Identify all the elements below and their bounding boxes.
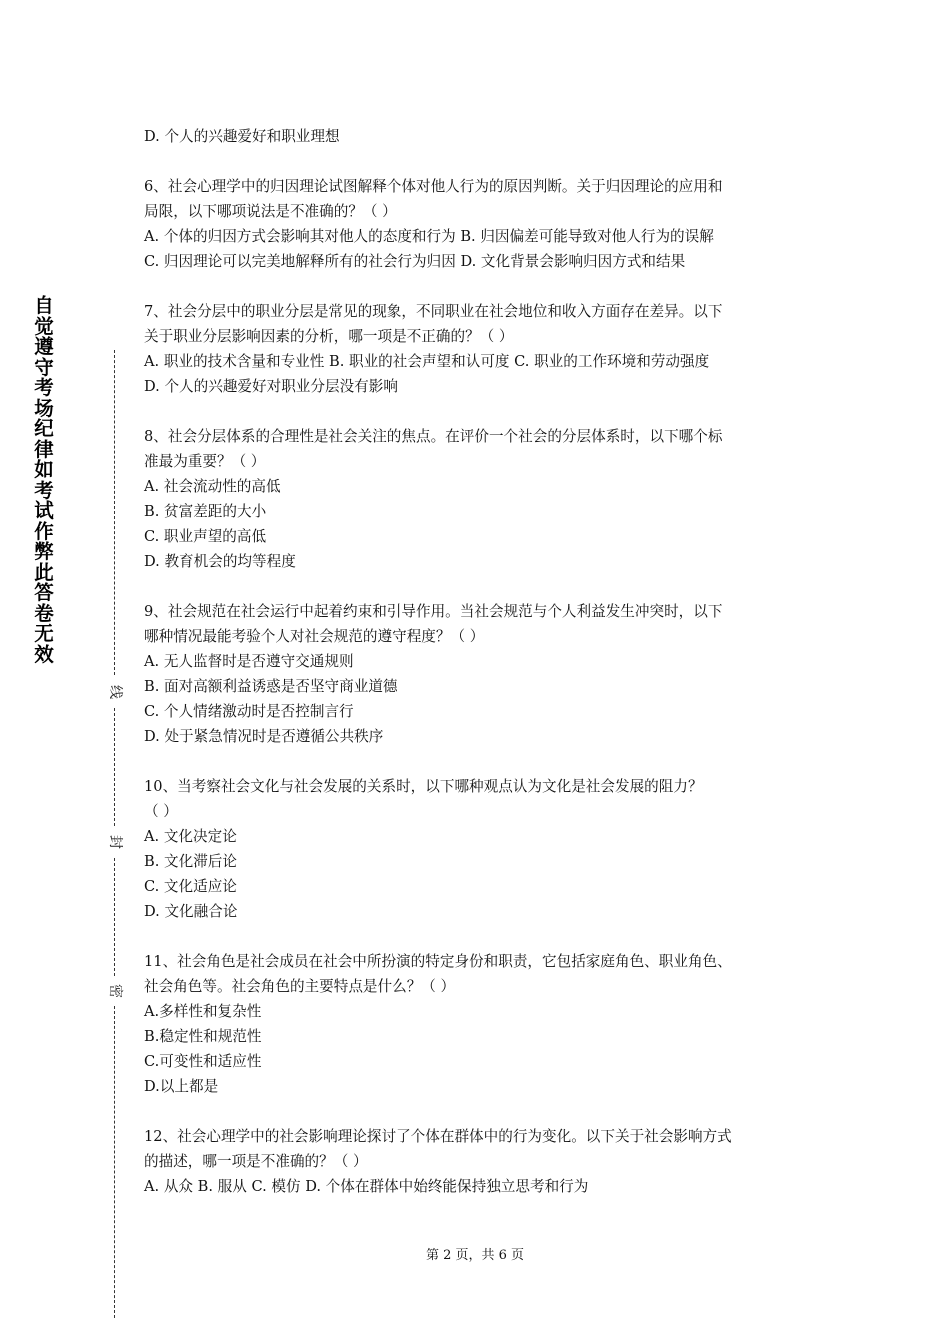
option-line: D.以上都是 bbox=[144, 1078, 219, 1095]
seal-label-secret: 密 bbox=[107, 984, 123, 998]
question-block bbox=[144, 424, 814, 574]
seal-warning-vertical: 自觉遵守考场纪律如考试作弊此答卷无效 bbox=[34, 294, 54, 666]
page-footer: 第 2 页，共 6 页 bbox=[425, 1248, 525, 1263]
option-line: C. 文化适应论 bbox=[144, 878, 237, 895]
question-stem-line: 7、社会分层中的职业分层是常见的现象，不同职业在社会地位和收入方面存在差异。以下 bbox=[144, 303, 723, 320]
question-block bbox=[144, 299, 814, 399]
question-stem-line: 关于职业分层影响因素的分析，哪一项是不正确的？（ ） bbox=[144, 328, 514, 345]
option-line: D. 文化融合论 bbox=[144, 903, 238, 920]
option-line: A. 职业的技术含量和专业性 B. 职业的社会声望和认可度 C. 职业的工作环境和劳动强度 bbox=[144, 353, 710, 370]
option-line: C. 归因理论可以完美地解释所有的社会行为归因 D. 文化背景会影响归因方式和结果 bbox=[144, 253, 686, 270]
binding-dashed-line-middle bbox=[114, 708, 115, 826]
seal-label-line: 线 bbox=[107, 685, 123, 699]
question-stem-line: 的描述，哪一项是不准确的？（ ） bbox=[144, 1153, 368, 1170]
question-block bbox=[144, 949, 814, 1099]
option-line: B. 面对高额利益诱惑是否坚守商业道德 bbox=[144, 678, 398, 695]
option-line: A. 文化决定论 bbox=[144, 828, 237, 845]
binding-dashed-line-upper bbox=[114, 350, 115, 675]
binding-dashed-line-bottom bbox=[114, 1006, 115, 1318]
option-line: A. 无人监督时是否遵守交通规则 bbox=[144, 653, 354, 670]
option-line: D. 个人的兴趣爱好和职业理想 bbox=[144, 128, 340, 145]
question-stem-line: （ ） bbox=[144, 803, 178, 820]
option-line: D. 处于紧急情况时是否遵循公共秩序 bbox=[144, 728, 384, 745]
question-content bbox=[144, 124, 814, 1224]
option-line: B. 文化滞后论 bbox=[144, 853, 237, 870]
question-block bbox=[144, 1124, 814, 1199]
question-stem-line: 12、社会心理学中的社会影响理论探讨了个体在群体中的行为变化。以下关于社会影响方式 bbox=[144, 1128, 732, 1145]
question-stem-line: 10、当考察社会文化与社会发展的关系时，以下哪种观点认为文化是社会发展的阻力？ bbox=[144, 778, 703, 795]
question-block bbox=[144, 599, 814, 749]
option-line: D. 个人的兴趣爱好对职业分层没有影响 bbox=[144, 378, 398, 395]
question-stem-line: 哪种情况最能考验个人对社会规范的遵守程度？（ ） bbox=[144, 628, 485, 645]
question-list bbox=[144, 174, 814, 1199]
option-line: B. 贫富差距的大小 bbox=[144, 503, 267, 520]
option-line: B.稳定性和规范性 bbox=[144, 1028, 262, 1045]
question-stem-line: 局限，以下哪项说法是不准确的？（ ） bbox=[144, 203, 397, 220]
seal-label-seal: 封 bbox=[107, 835, 123, 849]
question-stem-line: 11、社会角色是社会成员在社会中所扮演的特定身份和职责，它包括家庭角色、职业角色、 bbox=[144, 953, 732, 970]
binding-dashed-line-lower bbox=[114, 858, 115, 976]
question-block bbox=[144, 774, 814, 924]
option-line: A.多样性和复杂性 bbox=[144, 1003, 262, 1020]
question-stem-line: 8、社会分层体系的合理性是社会关注的焦点。在评价一个社会的分层体系时，以下哪个标 bbox=[144, 428, 723, 445]
option-line: A. 个体的归因方式会影响其对他人的态度和行为 B. 归因偏差可能导致对他人行为的误解 bbox=[144, 228, 714, 245]
option-line: C.可变性和适应性 bbox=[144, 1053, 262, 1070]
option-line: D. 教育机会的均等程度 bbox=[144, 553, 296, 570]
previous-question-tail bbox=[144, 124, 814, 149]
question-stem-line: 9、社会规范在社会运行中起着约束和引导作用。当社会规范与个人利益发生冲突时，以下 bbox=[144, 603, 723, 620]
option-line: C. 职业声望的高低 bbox=[144, 528, 267, 545]
option-line: A. 从众 B. 服从 C. 模仿 D. 个体在群体中始终能保持独立思考和行为 bbox=[144, 1178, 589, 1195]
question-block bbox=[144, 174, 814, 274]
option-line: C. 个人情绪激动时是否控制言行 bbox=[144, 703, 354, 720]
question-stem-line: 社会角色等。社会角色的主要特点是什么？（ ） bbox=[144, 978, 456, 995]
option-line: A. 社会流动性的高低 bbox=[144, 478, 281, 495]
question-stem-line: 准最为重要？（ ） bbox=[144, 453, 266, 470]
question-stem-line: 6、社会心理学中的归因理论试图解释个体对他人行为的原因判断。关于归因理论的应用和 bbox=[144, 178, 723, 195]
